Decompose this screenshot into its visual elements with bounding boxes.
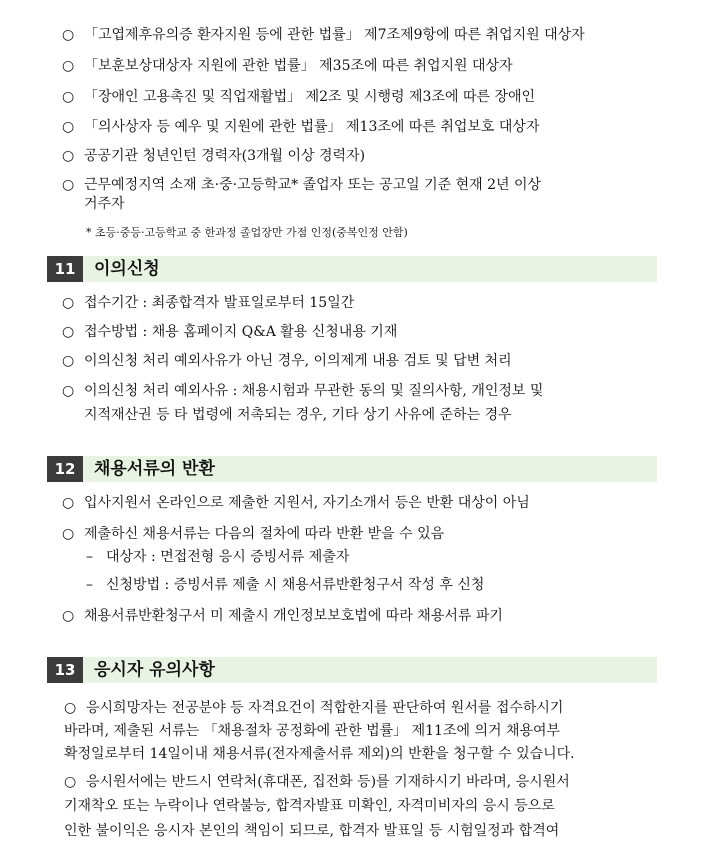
list-item [62,352,512,371]
sub-item-text: 대상자 : 면접전형 응시 증빙서류 제출자 [106,549,350,565]
list-item-text: 이의신청 처리 예외사유 : 채용시험과 무관한 동의 및 질의사항, 개인정보 및 [84,383,544,399]
list-item-text: 근무예정지역 소재 초·중·고등학교* 졸업자 또는 공고일 기준 현재 2년 이상 [84,177,542,193]
circle-bullet: ○ [64,700,77,716]
list-item-text: 채용서류반환청구서 미 제출시 개인정보보호법에 따라 채용서류 파기 [84,608,503,624]
sub-item-text: 신청방법 : 증빙서류 제출 시 채용서류반환청구서 작성 후 신청 [106,577,485,593]
sub-item [86,576,484,595]
list-item-text: 접수기간 : 최종합격자 발표일로부터 15일간 [84,295,355,311]
list-item-text: 접수방법 : 채용 홈페이지 Q&A 활용 신청내용 기재 [84,324,398,340]
paragraph-line: 바라며, 제출된 서류는 「채용절차 공정화에 관한 법률」 제11조에 의거 채용여부 [64,723,561,739]
section-title: 이의신청 [94,259,160,279]
list-item-text: 제출하신 채용서류는 다음의 절차에 따라 반환 받을 수 있음 [84,526,445,542]
circle-bullet: ○ [62,89,75,105]
list-item [62,382,543,401]
dash-bullet: – [86,577,93,593]
list-item [62,494,530,513]
list-item [62,607,503,626]
list-item [62,525,444,544]
list-item [62,26,585,45]
circle-bullet: ○ [62,324,75,340]
paragraph-line: 인한 불이익은 응시자 본인의 책임이 되므로, 합격자 발표일 등 시험일정과 합격여 [64,823,560,839]
section-title: 응시자 유의사항 [94,660,215,680]
list-item-text: 「의사상자 등 예우 및 지원에 관한 법률」 제13조에 따른 취업보호 대상자 [84,119,540,135]
paragraph-line: ○ 응시희망자는 전공분야 등 자격요건이 적합한지를 판단하여 원서를 접수하시기 [64,700,564,716]
circle-bullet: ○ [62,27,75,43]
sub-item [86,548,349,567]
list-item-text: 「고엽제후유의증 환자지원 등에 관한 법률」 제7조제9항에 따른 취업지원 대상자 [84,27,585,43]
list-item [62,88,535,107]
section-number: 13 [47,657,83,683]
paragraph-line: ○ 응시원서에는 반드시 연락처(휴대폰, 집전화 등)를 기재하시기 바라며, 응시원서 [64,774,570,790]
circle-bullet: ○ [62,353,75,369]
list-item-continuation: 거주자 [84,196,125,212]
section-header-12 [47,456,657,482]
circle-bullet: ○ [62,383,75,399]
list-item [62,294,354,313]
dash-bullet: – [86,549,93,565]
list-item [62,118,539,137]
list-item [62,57,513,76]
list-item-text: 입사지원서 온라인으로 제출한 지원서, 자기소개서 등은 반환 대상이 아님 [84,495,530,511]
footnote: * 초등·중등·고등학교 중 한과정 졸업장만 가점 인정(중복인정 안함) [86,226,408,239]
circle-bullet: ○ [62,177,75,193]
list-item-text: 「장애인 고용촉진 및 직업재활법」 제2조 및 시행령 제3조에 따른 장애인 [84,89,536,105]
circle-bullet: ○ [62,608,75,624]
section-header-11 [47,256,657,282]
paragraph-line: 기재착오 또는 누락이나 연락불능, 합격자발표 미확인, 자격미비자의 응시 등으로 [64,798,555,814]
paragraph-line: 확정일로부터 14일이내 채용서류(전자제출서류 제외)의 반환을 청구할 수 있습니다. [64,746,575,762]
section-number: 11 [47,256,83,282]
section-title: 채용서류의 반환 [94,459,215,479]
circle-bullet: ○ [62,295,75,311]
list-item-text: 이의신청 처리 예외사유가 아닌 경우, 이의제게 내용 검토 및 답변 처리 [84,353,512,369]
list-item-text: 공공기관 청년인턴 경력자(3개월 이상 경력자) [84,148,366,164]
circle-bullet: ○ [62,148,75,164]
list-item [62,176,541,195]
circle-bullet: ○ [62,495,75,511]
list-item-continuation: 지적재산권 등 타 법령에 저촉되는 경우, 기타 상기 사유에 준하는 경우 [84,407,512,423]
circle-bullet: ○ [62,119,75,135]
list-item-text: 「보훈보상대상자 지원에 관한 법률」 제35조에 따른 취업지원 대상자 [84,58,513,74]
list-item [62,323,397,342]
list-item [62,147,365,166]
section-header-13 [47,657,657,683]
section-number: 12 [47,456,83,482]
circle-bullet: ○ [62,58,75,74]
circle-bullet: ○ [62,526,75,542]
circle-bullet: ○ [64,774,77,790]
